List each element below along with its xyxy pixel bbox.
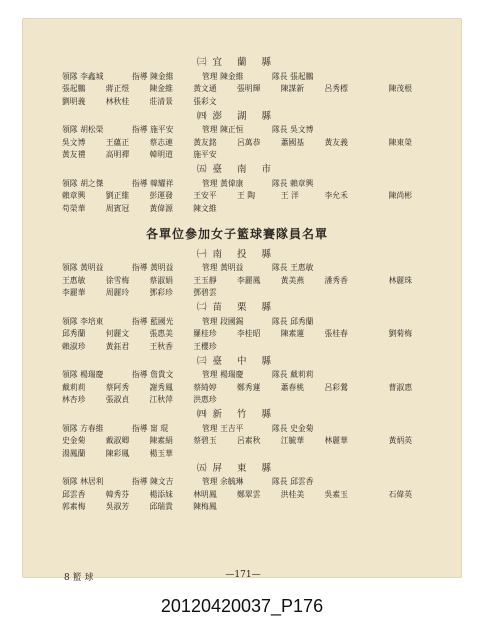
- roster-row: [62, 488, 412, 501]
- roster-row: [62, 369, 412, 382]
- roster-cell: 李允禾: [324, 191, 348, 201]
- roster-cell: 石偉英: [388, 489, 412, 499]
- roster-cell: 管理 楊瑞慶: [202, 370, 244, 380]
- roster-cell: 管理 黃明益: [202, 263, 244, 273]
- image-caption: 20120420037_P176: [160, 596, 324, 616]
- roster-cell: 張惠美: [149, 329, 173, 339]
- roster-row: [62, 70, 412, 83]
- roster-cell: 王 洋: [280, 191, 299, 201]
- roster-cell: 管理 黃偉康: [202, 178, 244, 188]
- roster-cell: 黃美燕: [280, 275, 305, 285]
- roster-cell: 王玉靜: [193, 275, 217, 285]
- roster-row: [62, 394, 412, 407]
- roster-cell: 隊長 邱雲香: [272, 477, 314, 487]
- roster-cell: 史金菊: [62, 436, 86, 446]
- roster-cell: 黃偉源: [149, 203, 173, 213]
- roster-cell: 湯鳳蘭: [62, 448, 86, 458]
- roster-cell: 蔡阿秀: [105, 382, 130, 392]
- roster-main-title: 各單位參加女子籃球賽隊員名單: [145, 226, 328, 241]
- roster-cell: 黃鈺君: [105, 341, 130, 351]
- roster-sections-part-1: [62, 56, 412, 215]
- roster-cell: 曹淑惠: [388, 382, 412, 392]
- county-heading: ㈣澎 湖 縣: [196, 110, 278, 122]
- roster-cell: 洪惠珍: [193, 395, 217, 405]
- roster-row: [62, 190, 412, 203]
- roster-cell: 隊長 張起鵬: [272, 71, 314, 81]
- roster-cell: 林秋桂: [105, 96, 130, 106]
- roster-cell: 張彩文: [193, 96, 217, 106]
- page-footer: [64, 570, 422, 583]
- page-number: —171—: [225, 570, 261, 580]
- roster-cell: 邱雲香: [62, 489, 86, 499]
- roster-cell: 陳茂根: [388, 84, 412, 94]
- county-heading: ㈢宜 蘭 縣: [196, 57, 278, 68]
- county-heading: ㈤屏 東 縣: [196, 462, 278, 474]
- roster-cell: 隊長 賴章興: [272, 178, 314, 188]
- roster-cell: 吳淑芳: [105, 502, 130, 512]
- roster-row: [62, 340, 412, 353]
- roster-row: [62, 83, 412, 96]
- roster-cell: 江毓華: [280, 436, 305, 446]
- roster-cell: 王櫻珍: [193, 341, 217, 351]
- roster-cell: 鄭翠雲: [237, 489, 261, 499]
- roster-cell: 呂萬恭: [237, 137, 261, 147]
- roster-cell: 黃友禮: [62, 150, 86, 160]
- roster-cell: 管理 余毓琳: [202, 477, 244, 487]
- roster-cell: 領隊 胡松榮: [62, 125, 104, 135]
- roster-cell: 領隊 李鑫城: [62, 71, 104, 81]
- roster-cell: 韓秀芬: [105, 489, 130, 499]
- roster-cell: 王惠敏: [62, 275, 86, 285]
- roster-cell: 邱秀蘭: [62, 329, 86, 339]
- roster-cell: 陳金維: [149, 84, 173, 94]
- roster-row: [62, 177, 412, 190]
- roster-cell: 韓明道: [149, 150, 173, 160]
- roster-cell: 林麗華: [324, 436, 348, 446]
- roster-cell: 劉正維: [105, 191, 130, 201]
- roster-cell: 陳梅鳳: [193, 502, 217, 512]
- roster-row: [62, 435, 412, 448]
- roster-cell: 隊長 王惠敏: [272, 263, 314, 273]
- roster-row: [62, 381, 412, 394]
- roster-content: [62, 54, 412, 513]
- roster-cell: 陳素絹: [149, 436, 173, 446]
- roster-cell: 蔡志連: [149, 137, 173, 147]
- roster-cell: 吳文博: [62, 137, 86, 147]
- roster-cell: 領隊 黃明益: [62, 263, 104, 273]
- roster-row: [62, 422, 412, 435]
- roster-sections-part-2: [62, 248, 412, 514]
- county-heading: ㈢臺 中 縣: [196, 355, 278, 367]
- roster-cell: 戴莉莉: [62, 382, 86, 392]
- roster-row: [62, 501, 412, 514]
- roster-cell: 蕭國基: [280, 137, 305, 147]
- roster-cell: 周麗玲: [105, 288, 130, 298]
- roster-row: [62, 315, 412, 328]
- roster-cell: 林明鳳: [193, 489, 217, 499]
- roster-cell: 郭素梅: [62, 502, 86, 512]
- footer-section-label: 8 籃 球: [64, 573, 94, 583]
- roster-cell: 張桂春: [324, 329, 348, 339]
- roster-cell: 陳尚彬: [388, 191, 412, 201]
- roster-cell: 林麗珠: [388, 275, 412, 285]
- roster-cell: 徐雪梅: [105, 275, 130, 285]
- roster-cell: 謝秀鳳: [149, 382, 173, 392]
- roster-cell: 賴淑珍: [62, 341, 86, 351]
- footer-spacer: [303, 570, 422, 583]
- roster-cell: 劉菊梅: [388, 329, 412, 339]
- roster-cell: 陳素蓮: [280, 329, 305, 339]
- county-heading: ㈤臺 南 市: [196, 164, 278, 175]
- roster-cell: 蕭春桃: [280, 382, 305, 392]
- roster-cell: 隊長 戴莉莉: [272, 370, 314, 380]
- roster-cell: 呂秀標: [324, 84, 348, 94]
- roster-cell: 潘秀香: [324, 275, 348, 285]
- roster-cell: 劉明義: [62, 96, 86, 106]
- roster-row: [62, 328, 412, 341]
- county-heading: ㈡苗 栗 縣: [196, 302, 278, 313]
- roster-cell: 指導 施平安: [132, 125, 174, 135]
- roster-cell: 陳東榮: [388, 137, 412, 147]
- roster-cell: 周賓冠: [105, 203, 130, 213]
- roster-cell: 王 陶: [237, 191, 256, 201]
- roster-cell: 領隊 方春維: [62, 423, 104, 433]
- roster-cell: 鄧碧雲: [193, 288, 217, 298]
- county-heading: ㈠南 投 縣: [196, 248, 278, 260]
- roster-cell: 羅桂珍: [193, 329, 217, 339]
- roster-cell: 蔣正煜: [105, 84, 130, 94]
- roster-cell: 戴淑卿: [105, 436, 130, 446]
- roster-cell: 指導 甯 琨: [132, 423, 169, 433]
- roster-cell: 張淑貞: [105, 395, 130, 405]
- roster-cell: 何麗文: [105, 329, 130, 339]
- roster-row: [62, 202, 412, 215]
- roster-cell: 指導 韓耀祥: [132, 178, 174, 188]
- roster-cell: 管理 段國錫: [202, 316, 244, 326]
- roster-cell: 鄭秀蓮: [237, 382, 261, 392]
- roster-row: [62, 262, 412, 275]
- roster-cell: 黃炳英: [388, 436, 412, 446]
- roster-cell: 蔡綺婷: [193, 382, 217, 392]
- roster-cell: 蔡碧玉: [193, 436, 217, 446]
- roster-cell: 楊玉華: [149, 448, 173, 458]
- roster-cell: 苟榮華: [62, 203, 86, 213]
- roster-cell: 莊清景: [149, 96, 173, 106]
- roster-cell: 李桂昭: [237, 329, 261, 339]
- roster-row: [62, 476, 412, 489]
- roster-cell: 指導 藍國光: [132, 316, 174, 326]
- roster-cell: 張明輝: [237, 84, 261, 94]
- roster-cell: 隊長 吳文博: [272, 125, 314, 135]
- roster-cell: 黃友義: [324, 137, 348, 147]
- roster-row: [62, 124, 412, 137]
- roster-cell: 隊長 邱秀蘭: [272, 316, 314, 326]
- roster-cell: 蔡淑娟: [149, 275, 173, 285]
- roster-cell: 指導 陳金維: [132, 71, 174, 81]
- roster-cell: 李麗華: [62, 288, 86, 298]
- roster-cell: 黃友銘: [193, 137, 217, 147]
- roster-cell: 林杏珍: [62, 395, 86, 405]
- roster-row: [62, 274, 412, 287]
- roster-cell: 管理 王吉平: [202, 423, 244, 433]
- roster-cell: 領隊 李培東: [62, 316, 104, 326]
- roster-cell: 彭運發: [149, 191, 173, 201]
- roster-row: [62, 136, 412, 149]
- roster-row: [62, 149, 412, 162]
- roster-cell: 張起鵬: [62, 84, 86, 94]
- county-heading: ㈣新 竹 縣: [196, 409, 278, 420]
- roster-cell: 江秋萍: [149, 395, 173, 405]
- roster-cell: 高明禪: [105, 150, 130, 160]
- roster-cell: 指導 詹貴文: [132, 370, 174, 380]
- roster-cell: 領隊 林居利: [62, 477, 104, 487]
- roster-cell: 管理 陳金維: [202, 71, 244, 81]
- roster-cell: 呂素秋: [237, 436, 261, 446]
- roster-cell: 陳彩鳳: [105, 448, 130, 458]
- roster-cell: 指導 陳文吉: [132, 477, 174, 487]
- roster-row: [62, 95, 412, 108]
- roster-cell: 李麗鳳: [237, 275, 261, 285]
- roster-cell: 賴章興: [62, 191, 86, 201]
- roster-cell: 指導 黃明益: [132, 263, 174, 273]
- roster-cell: 鄧彩珍: [149, 288, 173, 298]
- roster-cell: 隊長 史金菊: [272, 423, 314, 433]
- roster-cell: 洪桂美: [280, 489, 305, 499]
- roster-cell: 施平安: [193, 150, 217, 160]
- roster-cell: 吳素玉: [324, 489, 348, 499]
- roster-cell: 領隊 胡之傑: [62, 178, 104, 188]
- roster-cell: 陳謀新: [280, 84, 305, 94]
- roster-cell: 王蘊正: [105, 137, 130, 147]
- roster-cell: 陳文維: [193, 203, 217, 213]
- roster-row: [62, 447, 412, 460]
- roster-cell: 管理 陳正恒: [202, 125, 244, 135]
- roster-row: [62, 287, 412, 300]
- roster-cell: 黃文通: [193, 84, 217, 94]
- roster-cell: 呂彩鶯: [324, 382, 348, 392]
- roster-cell: 楊添妹: [149, 489, 173, 499]
- roster-cell: 王秋香: [149, 341, 173, 351]
- roster-cell: 領隊 楊瑞慶: [62, 370, 104, 380]
- scanned-page: [22, 18, 462, 583]
- roster-cell: 邱瑞貴: [149, 502, 173, 512]
- roster-cell: 王安平: [193, 191, 217, 201]
